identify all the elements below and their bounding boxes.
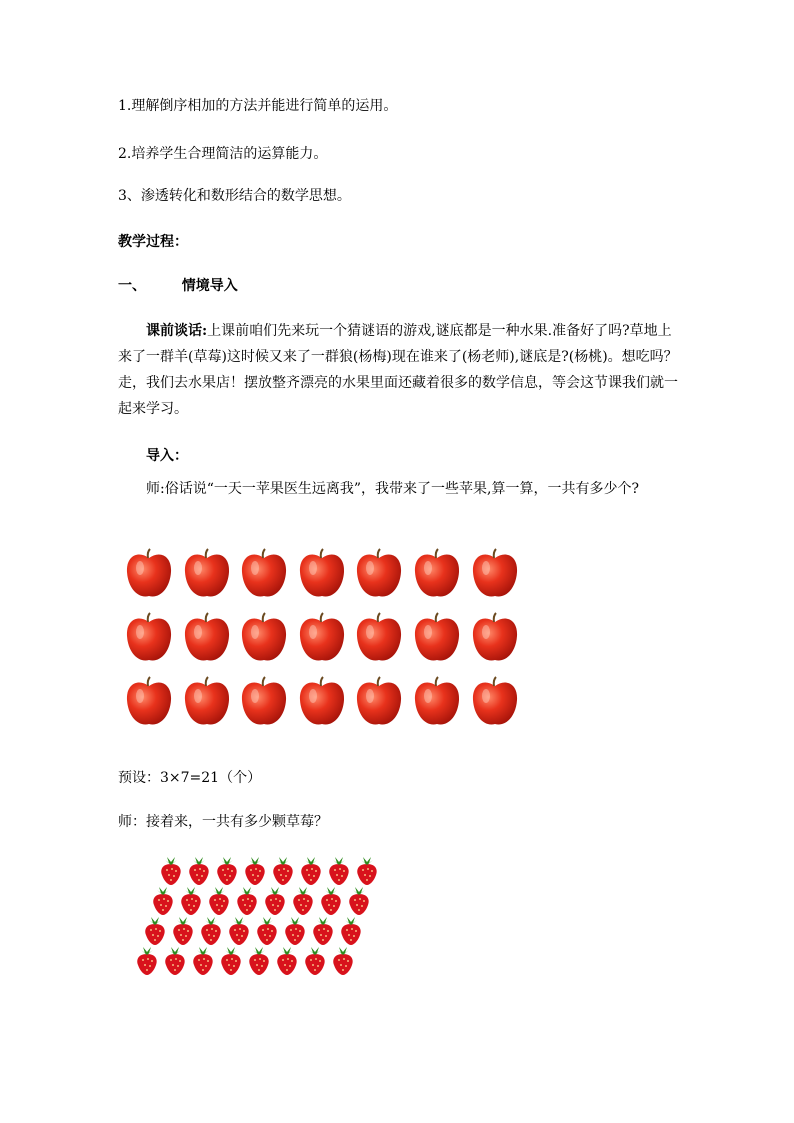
strawberry-icon [298, 856, 324, 886]
objective-1: 1.理解倒序相加的方法并能进行简单的运用。 [118, 98, 398, 114]
strawberry-icon [226, 916, 252, 946]
apple-icon [297, 546, 347, 600]
strawberry-icon [162, 946, 188, 976]
apple-icon [354, 674, 404, 728]
strawberry-icon [282, 916, 308, 946]
strawberry-icon [310, 916, 336, 946]
apple-row [124, 674, 527, 730]
strawberry-icon [302, 946, 328, 976]
warmup-paragraph [118, 318, 678, 422]
apple-icon [354, 546, 404, 600]
apple-icon [297, 674, 347, 728]
strawberry-icon [214, 856, 240, 886]
apple-row [124, 610, 527, 666]
intro-label: 导入： [146, 448, 188, 464]
apple-icon [470, 674, 520, 728]
strawberry-icon [150, 886, 176, 916]
objective-2: 2.培养学生合理简洁的运算能力。 [118, 146, 328, 162]
section-heading [118, 276, 238, 296]
apple-icon [182, 546, 232, 600]
apple-icon [412, 546, 462, 600]
apple-icon [412, 610, 462, 664]
process-heading: 教学过程： [118, 234, 188, 250]
strawberry-icon [318, 886, 344, 916]
warmup-label: 课前谈话: [146, 323, 208, 339]
strawberries-figure [134, 856, 414, 986]
strawberry-icon [262, 886, 288, 916]
strawberry-icon [142, 916, 168, 946]
preset-line: 预设：3×7=21（个） [118, 770, 262, 786]
apple-icon [124, 546, 174, 600]
apple-icon [239, 674, 289, 728]
apple-icon [124, 610, 174, 664]
strawberry-icon [270, 856, 296, 886]
strawberry-icon [346, 886, 372, 916]
strawberry-icon [198, 916, 224, 946]
objective-3: 3、渗透转化和数形结合的数学思想。 [118, 188, 351, 204]
question-2: 师：接着来，一共有多少颗草莓？ [118, 814, 328, 830]
strawberry-icon [254, 916, 280, 946]
apple-icon [297, 610, 347, 664]
strawberry-icon [218, 946, 244, 976]
strawberry-icon [158, 856, 184, 886]
strawberry-icon [330, 946, 356, 976]
strawberry-icon [190, 946, 216, 976]
strawberry-icon [242, 856, 268, 886]
apple-icon [239, 546, 289, 600]
apple-icon [239, 610, 289, 664]
apple-icon [470, 610, 520, 664]
warmup-text: 上课前咱们先来玩一个猜谜语的游戏,谜底都是一种水果.准备好了吗?草地上来了一群羊(草莓)这时候又来了一群狼(杨梅)现在谁来了(杨老师),谜底是?(杨桃)。想吃吗？走，我们去水果店！摆放整齐漂亮的水果里面还藏着很多的数学信息，等会这节课我们就一起来学习。 [118, 323, 678, 417]
strawberry-icon [234, 886, 260, 916]
apple-icon [124, 674, 174, 728]
strawberry-icon [274, 946, 300, 976]
apple-icon [182, 610, 232, 664]
strawberry-icon [134, 946, 160, 976]
section-title: 情境导入 [181, 278, 238, 294]
strawberry-icon [178, 886, 204, 916]
strawberry-icon [186, 856, 212, 886]
strawberry-icon [338, 916, 364, 946]
strawberry-icon [354, 856, 380, 886]
strawberry-icon [246, 946, 272, 976]
apple-row [124, 546, 527, 602]
apples-figure [124, 546, 524, 732]
strawberry-icon [206, 886, 232, 916]
strawberry-icon [290, 886, 316, 916]
apple-icon [182, 674, 232, 728]
apple-icon [354, 610, 404, 664]
intro-paragraph: 师:俗话说“一天一苹果医生远离我”，我带来了一些苹果,算一算，一共有多少个? [146, 481, 639, 497]
section-number: 一、 [118, 278, 146, 294]
apple-icon [470, 546, 520, 600]
apple-icon [412, 674, 462, 728]
strawberry-icon [170, 916, 196, 946]
strawberry-icon [326, 856, 352, 886]
